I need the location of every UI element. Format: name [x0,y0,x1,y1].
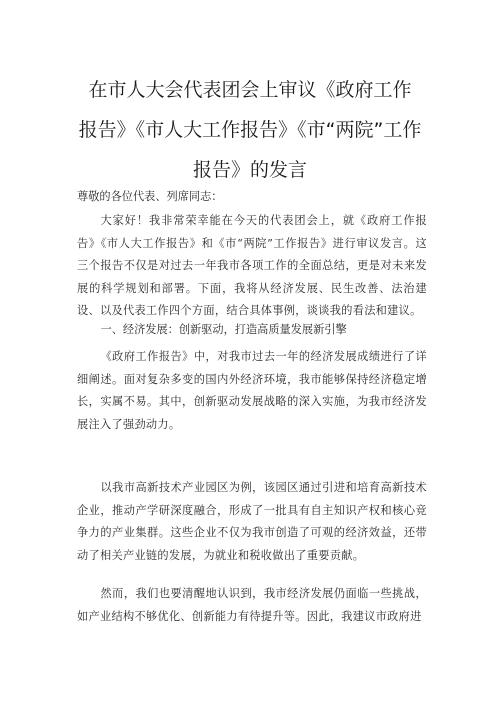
paragraph-text: 大家好！我非常荣幸能在今天的代表团会上，就《政府工作报告》《市人大工作报告》和《市“两院”工作报告》进行审议发言。这三个报告不仅是对过去一年我市各项工作的全面总结，更是对未来发展的科学规划和部署。下面，我将从经济发展、民生改善、法治建设、以及代表工作四个方面，结合具体事例，谈谈我的看法和建议。 [77,214,427,318]
paragraph-challenges [77,583,427,628]
paragraph-text: 《政府工作报告》中，对我市过去一年的经济发展成绩进行了详细阐述。面对复杂多变的国内外经济环境，我市能够保持经济稳定增长，实属不易。其中，创新驱动发展战略的深入实施，为我市经济发展注入了强劲动力。 [77,350,427,431]
paragraph-hightech-park [77,477,427,567]
paragraph-economy-report [77,346,427,436]
paragraph-intro [77,210,427,323]
paragraph-text: 然而，我们也要清醒地认识到，我市经济发展仍面临一些挑战，如产业结构不够优化、创新能力有待提升等。因此，我建议市政府进 [77,587,427,623]
document-title-line-1: 在市人大会代表团会上审议《政府工作 [88,79,412,101]
document-title-line-3: 报告》的发言 [192,159,307,181]
paragraph-text: 以我市高新技术产业园区为例，该园区通过引进和培育高新技术企业，推动产学研深度融合，形成了一批具有自主知识产权和核心竞争力的产业集群。这些企业不仅为我市创造了可观的经济效益，还带动了相关产业链的发展，为就业和税收做出了重要贡献。 [77,481,427,562]
section-heading-economy: 一、经济发展：创新驱动，打造高质量发展新引擎 [100,323,347,336]
document-title-line-2: 报告》《市人大工作报告》《市“两院”工作 [78,119,422,141]
salutation: 尊敬的各位代表、列席同志： [77,190,223,203]
